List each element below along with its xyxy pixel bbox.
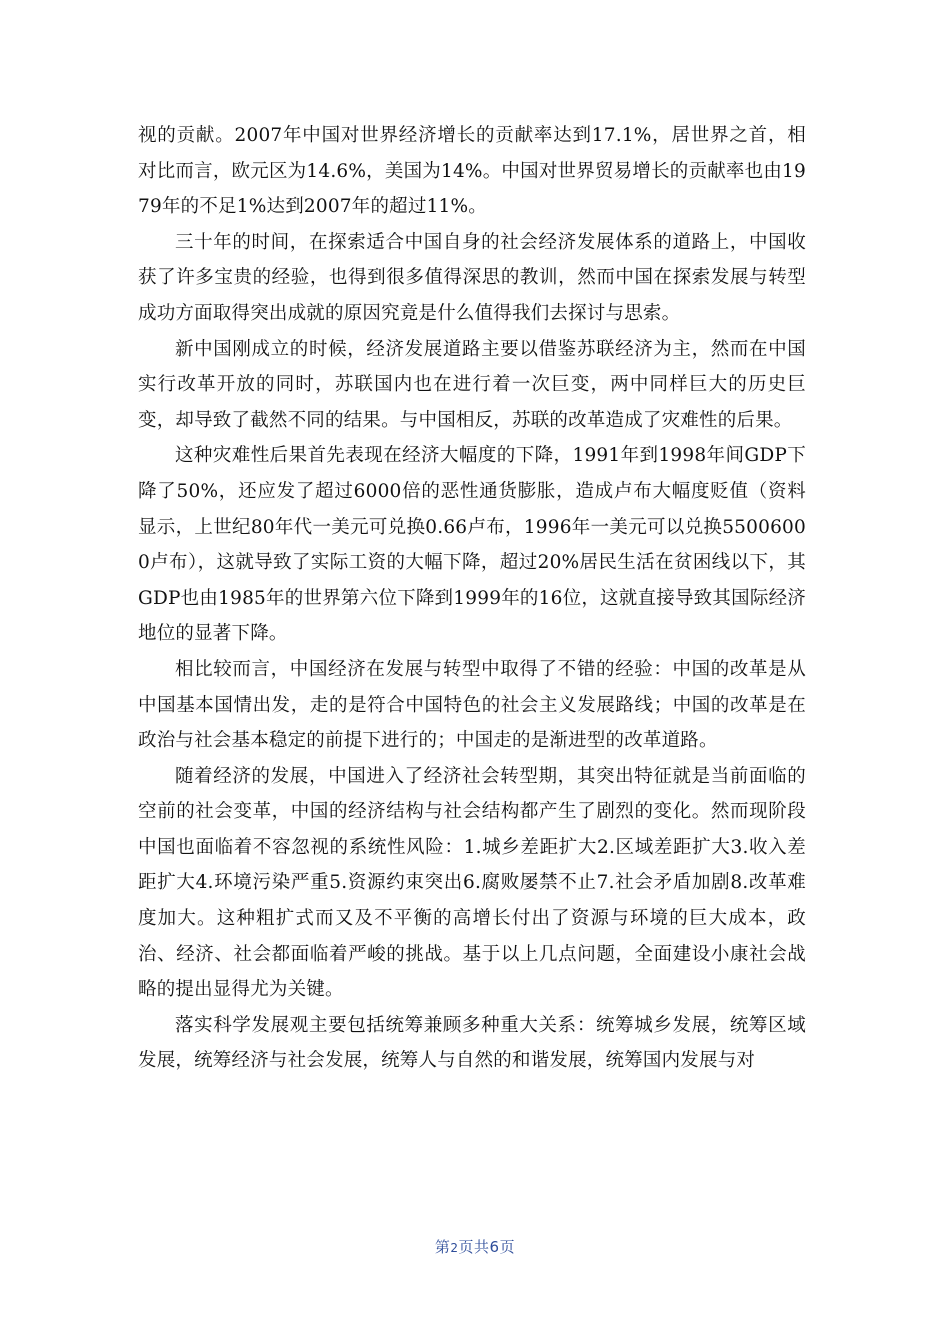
footer-prefix: 第 [434, 1238, 451, 1256]
document-body [138, 118, 806, 1079]
paragraph-1: 视的贡献。2007年中国对世界经济增长的贡献率达到17.1%，居世界之首，相对比而言，欧元区为14.6%，美国为14%。中国对世界贸易增长的贡献率也由1979年的不足1%达到2007年的超过11%。 [138, 125, 806, 218]
footer-middle: 页共 [458, 1238, 490, 1256]
footer-current-page: 2 [450, 1241, 459, 1255]
footer-total-pages: 6 [489, 1238, 500, 1256]
paragraph-4: 这种灾难性后果首先表现在经济大幅度的下降，1991年到1998年间GDP下降了50%，还应发了超过6000倍的恶性通货膨胀，造成卢布大幅度贬值（资料显示，上世纪80年代一美元可兑换0.66卢布，1996年一美元可以兑换55006000卢布），这就导致了实际工资的大幅下降，超过20%居民生活在贫困线以下，其GDP也由1985年的世界第六位下降到1999年的16位，这就直接导致其国际经济地位的显著下降。 [138, 445, 806, 645]
footer-suffix: 页 [499, 1238, 516, 1256]
page-footer [0, 1236, 950, 1257]
paragraph-7: 落实科学发展观主要包括统筹兼顾多种重大关系：统筹城乡发展，统筹区域发展，统筹经济与社会发展，统筹人与自然的和谐发展，统筹国内发展与对 [138, 1014, 806, 1072]
paragraph-6: 随着经济的发展，中国进入了经济社会转型期，其突出特征就是当前面临的空前的社会变革，中国的经济结构与社会结构都产生了剧烈的变化。然而现阶段中国也面临着不容忽视的系统性风险：1.城乡差距扩大2.区域差距扩大3.收入差距扩大4.环境污染严重5.资源约束突出6.腐败屡禁不止7.社会矛盾加剧8.改革难度加大。这种粗扩式而又及不平衡的高增长付出了资源与环境的巨大成本，政治、经济、社会都面临着严峻的挑战。基于以上几点问题，全面建设小康社会战略的提出显得尤为关键。 [138, 765, 806, 1001]
paragraph-3: 新中国刚成立的时候，经济发展道路主要以借鉴苏联经济为主，然而在中国实行改革开放的同时，苏联国内也在进行着一次巨变，两中同样巨大的历史巨变，却导致了截然不同的结果。与中国相反，苏联的改革造成了灾难性的后果。 [138, 338, 806, 431]
paragraph-2: 三十年的时间，在探索适合中国自身的社会经济发展体系的道路上，中国收获了许多宝贵的经验，也得到很多值得深思的教训，然而中国在探索发展与转型成功方面取得突出成就的原因究竟是什么值得我们去探讨与思索。 [138, 231, 806, 324]
paragraph-5: 相比较而言，中国经济在发展与转型中取得了不错的经验：中国的改革是从中国基本国情出发，走的是符合中国特色的社会主义发展路线；中国的改革是在政治与社会基本稳定的前提下进行的；中国走的是渐进型的改革道路。 [138, 658, 806, 752]
